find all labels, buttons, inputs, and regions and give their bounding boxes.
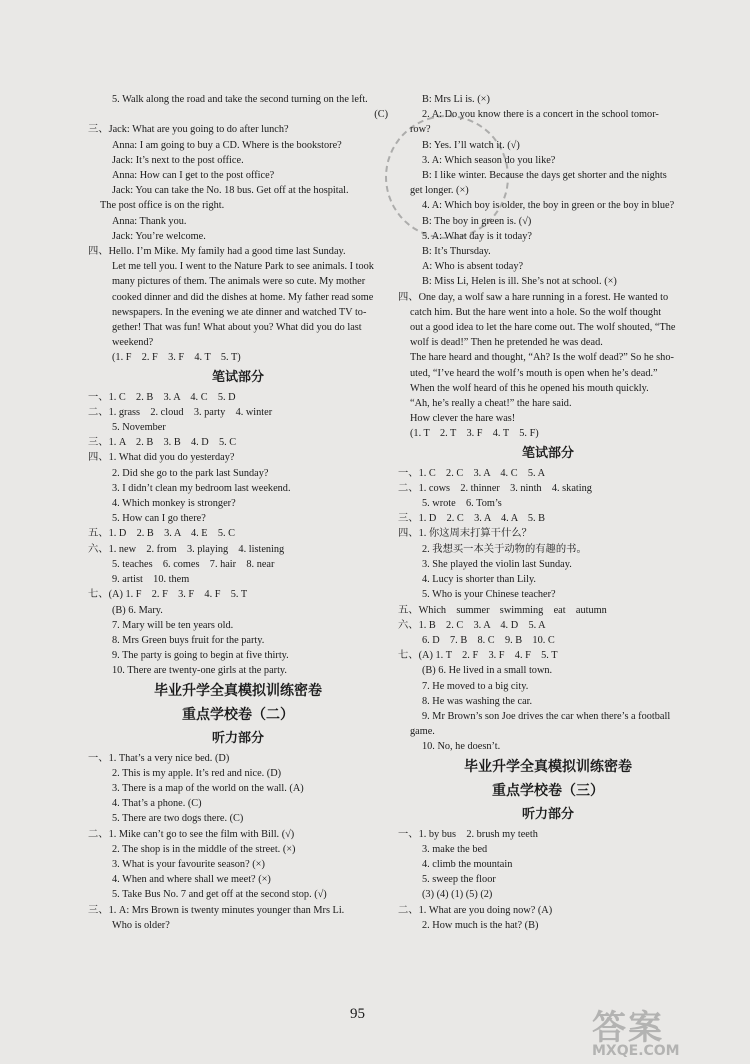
text-line: catch him. But the hare went into a hole. So the wolf thought bbox=[410, 306, 662, 318]
text-line: 10. No, he doesn’t. bbox=[422, 741, 501, 753]
text-line: 笔试部分 bbox=[211, 369, 264, 385]
text-line: Let me tell you. I went to the Nature Park to see animals. I took bbox=[112, 261, 374, 273]
text-line: 8. He was washing the car. bbox=[422, 695, 533, 707]
text-line: How clever the hare was! bbox=[410, 413, 516, 425]
text-line: “Ah, he’s really a cheat!” the hare said. bbox=[410, 398, 572, 410]
text-line: 一、1. That’s a very nice bed. (D) bbox=[88, 752, 230, 764]
page-number: 95 bbox=[350, 1006, 365, 1022]
text-line: 二、1. grass 2. cloud 3. party 4. winter bbox=[88, 406, 273, 418]
text-line: 4. When and where shall we meet? (×) bbox=[112, 874, 271, 886]
text-line: 2. Did she go to the park last Sunday? bbox=[112, 467, 269, 479]
text-line: A: Who is absent today? bbox=[422, 261, 524, 273]
text-line: (3) (4) (1) (5) (2) bbox=[422, 889, 493, 901]
site-watermark-logo: 答案 MXQE.COM bbox=[592, 1008, 680, 1059]
text-line: uted, “I’ve heard the wolf’s mouth is open when he’s dead.” bbox=[410, 367, 658, 379]
text-line: 3. make the bed bbox=[422, 843, 488, 855]
text-line: 2. This is my apple. It’s red and nice. (D) bbox=[112, 767, 282, 779]
text-line: 7. He moved to a big city. bbox=[422, 680, 529, 692]
text-line: 4. That’s a phone. (C) bbox=[112, 798, 202, 810]
text-line: 四、1. 你这周末打算干什么？ bbox=[398, 528, 532, 540]
text-line: weekend? bbox=[112, 337, 154, 349]
text-line: 六、1. B 2. C 3. A 4. D 5. A bbox=[398, 619, 546, 631]
text-line: 5. November bbox=[112, 422, 166, 434]
left-column bbox=[88, 92, 388, 933]
text-line: gether! That was fun! What about you? What did you do last bbox=[112, 322, 362, 334]
text-line: row? bbox=[410, 124, 431, 136]
text-line: Anna: I am going to buy a CD. Where is the bookstore? bbox=[112, 139, 342, 151]
text-line: 5. How can I go there? bbox=[112, 513, 206, 525]
text-line: 五、1. D 2. B 3. A 4. E 5. C bbox=[88, 528, 236, 540]
text-line: 二、1. What are you doing now? (A) bbox=[398, 904, 553, 916]
right-column bbox=[398, 92, 698, 933]
text-line: The post office is on the right. bbox=[100, 200, 225, 212]
text-line: (B) 6. He lived in a small town. bbox=[422, 665, 553, 677]
text-line: 5. wrote 6. Tom’s bbox=[422, 498, 502, 510]
text-line: 三、1. A 2. B 3. B 4. D 5. C bbox=[88, 437, 237, 449]
text-line: 七、(A) 1. T 2. F 3. F 4. F 5. T bbox=[398, 650, 558, 662]
text-line: 一、1. by bus 2. brush my teeth bbox=[398, 828, 538, 840]
text-line: Who is older? bbox=[112, 919, 170, 931]
text-line: get longer. (×) bbox=[410, 185, 469, 197]
text-line: 四、Hello. I’m Mike. My family had a good time last Sunday. bbox=[88, 246, 346, 258]
text-line: 3. What is your favourite season? (×) bbox=[112, 858, 265, 870]
text-line: 6. D 7. B 8. C 9. B 10. C bbox=[422, 634, 555, 646]
text-line: game. bbox=[410, 726, 435, 738]
text-line: 10. There are twenty-one girls at the party. bbox=[112, 665, 287, 677]
text-line: 9. The party is going to begin at five thirty. bbox=[112, 650, 289, 662]
text-line: 4. A: Which boy is older, the boy in green or the boy in blue? bbox=[422, 200, 675, 212]
text-line: 2. A: Do you know there is a concert in the school tomor- bbox=[422, 109, 659, 121]
text-line: (1. F 2. F 3. F 4. T 5. T) bbox=[112, 352, 241, 364]
text-line: B: Miss Li, Helen is ill. She’s not at school. (×) bbox=[422, 276, 617, 288]
text-line: When the wolf heard of this he opened his mouth quickly. bbox=[410, 382, 649, 394]
text-line: newspapers. In the evening we ate dinner and watched TV to- bbox=[112, 306, 367, 318]
text-line: Anna: How can I get to the post office? bbox=[112, 170, 275, 182]
text-line: Jack: You can take the No. 18 bus. Get off at the hospital. bbox=[112, 185, 349, 197]
text-line: 5. A: What day is it today? bbox=[422, 230, 532, 242]
text-line: B: Mrs Li is. (×) bbox=[422, 94, 490, 105]
text-line: 4. Which monkey is stronger? bbox=[112, 498, 236, 510]
text-line: out a good idea to let the hare come out. The wolf shouted, “The bbox=[410, 322, 676, 334]
text-line: 毕业升学全真模拟训练密卷 bbox=[154, 682, 322, 699]
text-line: 一、1. C 2. B 3. A 4. C 5. D bbox=[88, 391, 236, 403]
text-line: 5. sweep the floor bbox=[422, 874, 496, 886]
text-line: 7. Mary will be ten years old. bbox=[112, 619, 234, 631]
text-line: 9. Mr Brown’s son Joe drives the car when there’s a football bbox=[422, 710, 671, 722]
text-line: 3. There is a map of the world on the wall. (A) bbox=[112, 782, 304, 794]
text-line: B: Yes. I’ll watch it. (√) bbox=[422, 139, 520, 151]
text-line: B: The boy in green is. (√) bbox=[422, 215, 532, 227]
text-line: 二、1. cows 2. thinner 3. ninth 4. skating bbox=[398, 482, 592, 494]
text-line: 二、1. Mike can’t go to see the film with Bill. (√) bbox=[88, 828, 295, 840]
text-line: 4. climb the mountain bbox=[422, 858, 513, 870]
text-line: 5. Who is your Chinese teacher? bbox=[422, 589, 556, 601]
text-line: 3. I didn’t clean my bedroom last weekend. bbox=[112, 482, 291, 494]
text-line: cooked dinner and did the dishes at home. My father read some bbox=[112, 291, 374, 303]
text-line: 听力部分 bbox=[211, 730, 264, 746]
text-line: 三、1. D 2. C 3. A 4. A 5. B bbox=[398, 513, 546, 525]
text-line: 3. A: Which season do you like? bbox=[422, 154, 556, 166]
text-line: 四、1. What did you do yesterday? bbox=[88, 452, 235, 464]
text-line: (B) 6. Mary. bbox=[112, 604, 163, 616]
text-line: The hare heard and thought, “Ah? Is the wolf dead?” So he sho- bbox=[410, 352, 674, 364]
text-line: Jack: You’re welcome. bbox=[112, 230, 206, 242]
text-line: 4. Lucy is shorter than Lily. bbox=[422, 574, 537, 586]
text-line: wolf is dead!” Then he pretended he was dead. bbox=[410, 337, 603, 349]
text-line: 六、1. new 2. from 3. playing 4. listening bbox=[88, 543, 285, 555]
text-line: B: I like winter. Because the days get shorter and the nights bbox=[422, 170, 667, 182]
text-line: 一、1. C 2. C 3. A 4. C 5. A bbox=[398, 467, 546, 479]
text-line: 笔试部分 bbox=[521, 445, 574, 461]
text-line: 3. She played the violin last Sunday. bbox=[422, 558, 572, 570]
text-line: 三、1. A: Mrs Brown is twenty minutes younger than Mrs Li. bbox=[88, 904, 345, 916]
text-line: Jack: It’s next to the post office. bbox=[112, 154, 244, 166]
text-line: 5. Walk along the road and take the second turning on the left. bbox=[112, 94, 368, 105]
text-line: 七、(A) 1. F 2. F 3. F 4. F 5. T bbox=[88, 589, 248, 601]
text-line: 四、One day, a wolf saw a hare running in a forest. He wanted to bbox=[398, 291, 669, 303]
text-line: 5. Take Bus No. 7 and get off at the second stop. (√) bbox=[112, 889, 327, 901]
text-line: 5. teaches 6. comes 7. hair 8. near bbox=[112, 558, 275, 570]
text-line: 8. Mrs Green buys fruit for the party. bbox=[112, 634, 265, 646]
text-line: 重点学校卷（三） bbox=[492, 782, 604, 799]
text-line: 三、Jack: What are you going to do after lunch? bbox=[88, 124, 289, 136]
text-line: 2. How much is the hat? (B) bbox=[422, 919, 539, 931]
text-line: Anna: Thank you. bbox=[112, 215, 187, 227]
text-line: 9. artist 10. them bbox=[112, 574, 190, 586]
text-line: (1. T 2. T 3. F 4. T 5. F) bbox=[410, 428, 539, 440]
text-line: 5. There are two dogs there. (C) bbox=[112, 813, 244, 825]
text-line: 五、Which summer swimming eat autumn bbox=[398, 604, 607, 616]
text-line: 重点学校卷（二） bbox=[182, 706, 294, 723]
text-line: (C) bbox=[374, 109, 388, 121]
text-line: 毕业升学全真模拟训练密卷 bbox=[464, 758, 632, 775]
text-line: many pictures of them. The animals were so cute. My mother bbox=[112, 276, 366, 288]
text-line: 2. 我想买一本关于动物的有趣的书。 bbox=[422, 543, 587, 555]
text-line: 听力部分 bbox=[521, 806, 574, 822]
text-line: 2. The shop is in the middle of the street. (×) bbox=[112, 843, 296, 855]
text-line: B: It’s Thursday. bbox=[422, 246, 491, 258]
